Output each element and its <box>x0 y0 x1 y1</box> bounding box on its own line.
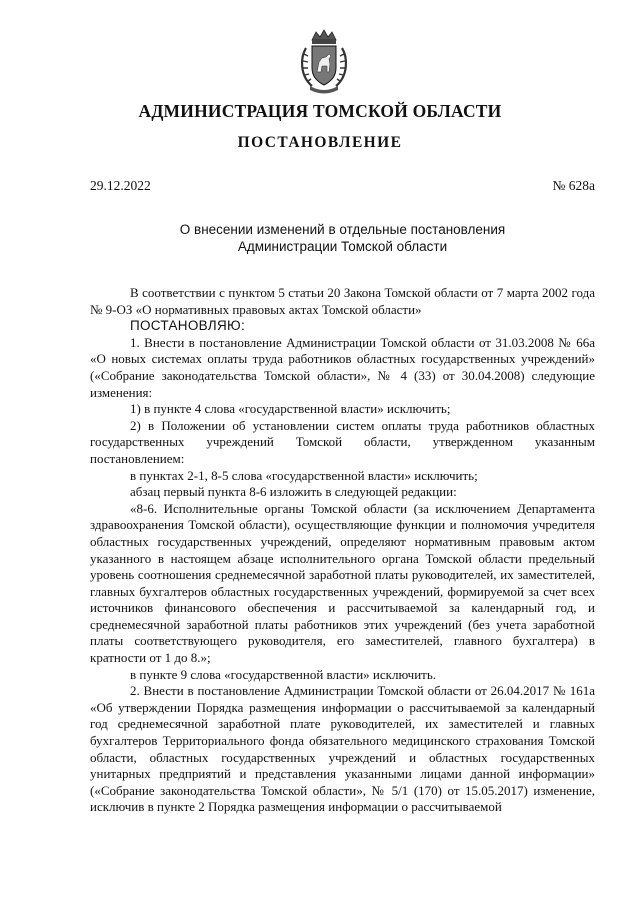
paragraph-1-item-2: 2) в Положении об установлении систем оплаты труда работников областных государственных учреждений Томской области, утвержденном указанным постановлением: <box>90 417 595 466</box>
paragraph-item-8-6-intro: абзац первый пункта 8-6 изложить в следующей редакции: <box>130 484 457 500</box>
paragraph-1: 1. Внести в постановление Администрации Томской области от 31.03.2008 № 66а «О новых системах оплаты труда работников областных государственных учреждений» («Собрание законодательства Томской области», № 4 (33) от 30.04.2008) следующие изменения: <box>90 334 595 400</box>
decree-word: ПОСТАНОВЛЯЮ: <box>130 318 246 334</box>
intro-paragraph: В соответствии с пунктом 5 статьи 20 Закона Томской области от 7 марта 2002 года № 9-ОЗ «О нормативных правовых актах Томской области» <box>90 285 595 317</box>
paragraph-item-8-6-text: «8-6. Исполнительные органы Томской области (за исключением Департамента здравоохранения Томской области), осуществляющие функции и полномочия учредителя областных государственных учреждений, определяют нормативным правовым актом указанного в настоящем абзаце исполнительного органа Томской области предельный уровень соотношения среднемесячной заработной платы руководителей, их заместителей, главных бухгалтеров областных государственных учреждений, формируемой за счет всех источников финансового обеспечения и рассчитываемой за календарный год, и среднемесячной заработной платы работников этих учреждений (без учета заработной платы соответствующего руководителя, его заместителей, главного бухгалтера) в кратности от 1 до 8.»; <box>90 500 595 666</box>
paragraph-item-9: в пункте 9 слова «государственной власти» исключить. <box>130 666 437 682</box>
document-subject <box>90 221 595 255</box>
document-body <box>90 285 595 816</box>
document-type: ПОСТАНОВЛЕНИЕ <box>237 134 403 151</box>
document-date: 29.12.2022 <box>90 178 151 193</box>
coat-of-arms-icon <box>298 28 350 94</box>
organization-title: АДМИНИСТРАЦИЯ ТОМСКОЙ ОБЛАСТИ <box>138 101 502 121</box>
document-number: № 628а <box>552 178 595 193</box>
paragraph-2: 2. Внести в постановление Администрации Томской области от 26.04.2017 № 161а «Об утверждении Порядка размещения информации о рассчитываемой за календарный год среднемесячной заработной плате руководителей, их заместителей и главных бухгалтеров Территориального фонда обязательного медицинского страхования Томской области, областных государственных учреждений и областных государственных унитарных предприятий и представления указанными лицами данной информации» («Собрание законодательства Томской области», № 5/1 (170) от 15.05.2017) изменение, исключив в пункте 2 Порядка размещения информации о рассчитываемой <box>90 683 595 815</box>
paragraph-items-2-1-8-5: в пунктах 2-1, 8-5 слова «государственной власти» исключить; <box>130 467 478 483</box>
paragraph-1-item-1: 1) в пункте 4 слова «государственной власти» исключить; <box>130 401 451 417</box>
subject-line-1: О внесении изменений в отдельные постановления <box>179 222 506 237</box>
subject-line-2: Администрации Томской области <box>237 239 448 254</box>
